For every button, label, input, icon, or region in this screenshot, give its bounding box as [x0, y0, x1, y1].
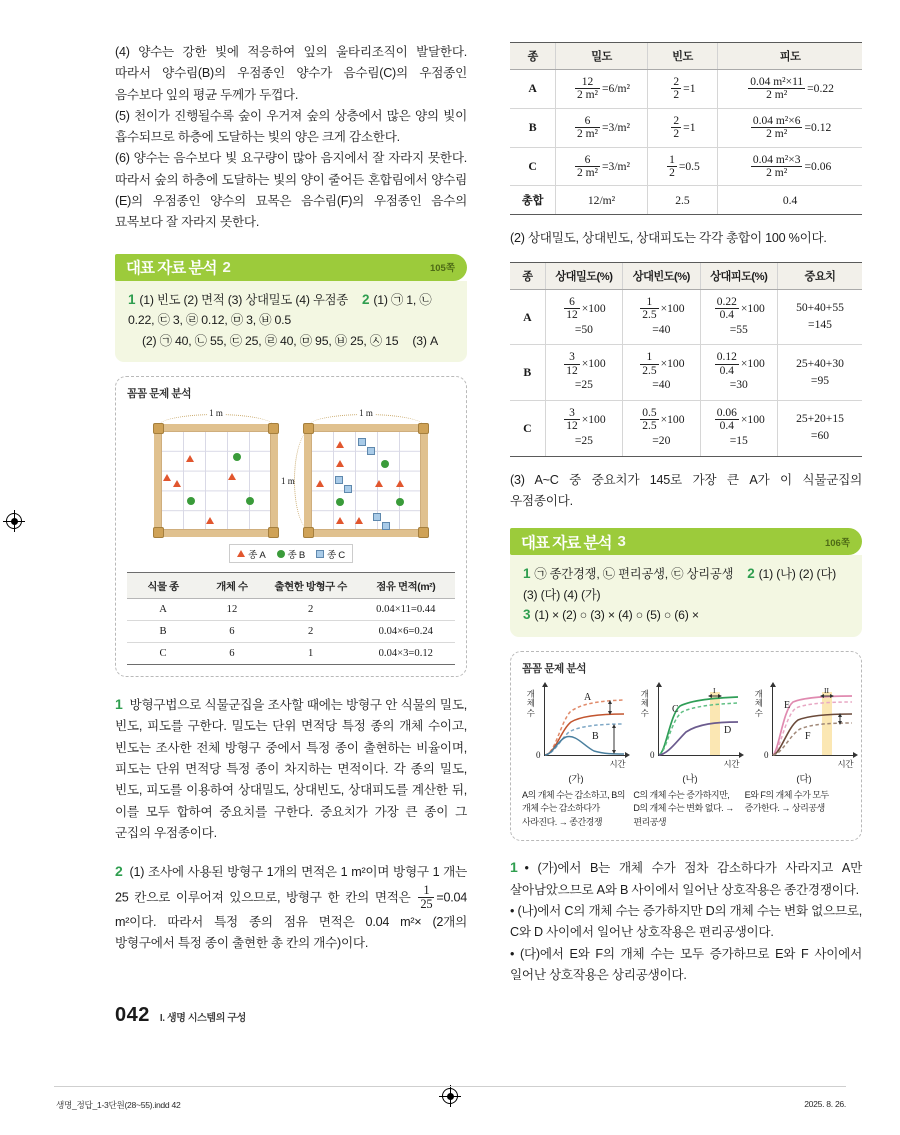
- table-header-row: [510, 43, 862, 70]
- cell-species: B: [510, 108, 556, 147]
- table-row: [127, 643, 455, 665]
- answer-text-3: (1) × (2) ○ (3) × (4) ○ (5) ○ (6) ×: [534, 608, 699, 623]
- cell-rel-frequency: [623, 289, 700, 345]
- frac-den: 2 m²: [751, 127, 803, 140]
- answer-text-1: (1) 빈도 (2) 면적 (3) 상대밀도 (4) 우점종: [139, 292, 349, 307]
- col-quadrats: 출현한 방형구 수: [265, 573, 357, 599]
- frac-den: 12: [566, 420, 578, 433]
- frac-den: 12: [566, 364, 578, 377]
- cell-quadrats: 1: [265, 643, 357, 665]
- folio: [115, 1004, 246, 1027]
- species-c-square-icon: [335, 476, 343, 484]
- col-coverage: 피도: [718, 43, 862, 70]
- eq-result: =1: [683, 82, 696, 96]
- eq-result: =30: [729, 378, 748, 392]
- explanation-2-part-c: (2개의 방형구에서 특정 종이 출현한 총 칸의 개수)이다.: [115, 914, 468, 950]
- eq-result: =1: [683, 120, 696, 134]
- table-row: [510, 345, 862, 401]
- cell-species: B: [127, 621, 199, 643]
- cell-species: B: [510, 345, 545, 401]
- explanation-bullet-2-line: • (나)에서 C의 개체 수는 증가하지만 D의 개체 수는 변화 없으므로, C와 D 사이에서 일어난 상호작용은 편리공생이다.: [510, 904, 862, 940]
- cell-rel-coverage: [700, 289, 777, 345]
- answer-text-1: ㉠ 종간경쟁, ㉡ 편리공생, ㉢ 상리공생: [534, 567, 734, 582]
- frac-den: 2 m²: [751, 166, 803, 179]
- cell-rel-frequency: [623, 400, 700, 456]
- legend-item-b: [277, 547, 305, 561]
- banner-page-ref: 106쪽: [824, 537, 850, 549]
- species-a-triangle-icon: [237, 550, 245, 557]
- cell-density: [556, 108, 648, 147]
- graph-da-curves: [750, 684, 858, 770]
- fraction-one-over-25: [418, 884, 434, 912]
- col-rel-frequency: 상대빈도(%): [623, 262, 700, 289]
- graph-note-ga: A의 개체 수는 감소하고, B의 개체 수는 감소하다가 사라진다. → 종간경쟁: [522, 789, 625, 827]
- detailed-analysis-box-right: [510, 651, 862, 842]
- frac-num: 6: [569, 295, 575, 308]
- species-b-circle-icon: [277, 550, 285, 558]
- footer-print-date: 2025. 8. 26.: [804, 1099, 846, 1109]
- answer-text-2: (1) (나) (2) (다) (3) (다) (4) (가): [523, 567, 837, 602]
- graph-na: [636, 684, 744, 785]
- graph-da-origin: 0: [764, 749, 769, 760]
- eq-result: =25: [574, 433, 593, 447]
- eq-result: =0.5: [678, 159, 700, 173]
- species-b-circle-icon: [233, 453, 241, 461]
- frac-num: 0.12: [716, 351, 737, 364]
- left-column: [115, 42, 467, 954]
- figure-legend: [229, 544, 353, 563]
- graph-na-ylabel: 개체 수: [640, 688, 649, 718]
- graph-ga-curves: [522, 684, 630, 770]
- section-banner-3: [510, 528, 862, 555]
- quadrat-1: [154, 409, 278, 537]
- graph-ga-curve-label-b: B: [592, 730, 599, 742]
- answer-line-3: [128, 331, 454, 352]
- eq-mult: ×100: [660, 357, 685, 371]
- paragraph-5: (5) 천이가 진행될수록 숲이 우거져 숲의 상층에서 많은 양의 빛이 흡수되므로 하층에 도달하는 빛의 양은 크게 감소한다.: [115, 108, 467, 145]
- density-frequency-coverage-table: [510, 42, 862, 215]
- paragraph-4: (4) 양수는 강한 빛에 적응하여 잎의 울타리조직이 발달한다. 따라서 양수림(B)의 우점종인 양수가 음수림(C)의 우점종인 음수보다 잎의 평균 두께가 두껍다.: [115, 45, 467, 102]
- frac-den: 2 m²: [576, 128, 598, 141]
- species-a-triangle-icon: [163, 474, 171, 481]
- frac-num: 2: [673, 114, 680, 127]
- cell-count: 6: [199, 643, 265, 665]
- species-a-triangle-icon: [186, 455, 194, 462]
- cell-species: C: [510, 147, 556, 186]
- graph-na-band-label: I: [713, 685, 716, 695]
- graph-ga: [522, 684, 630, 785]
- species-b-circle-icon: [187, 497, 195, 505]
- answer-text-4: (3) A: [412, 333, 439, 348]
- frac-num: 12: [581, 76, 594, 88]
- cell-coverage: [718, 70, 862, 109]
- graph-na-curve-label-d: D: [724, 724, 732, 736]
- answer-num-1: 1: [128, 291, 136, 307]
- importance-result: =60: [810, 429, 830, 443]
- cell-quadrats: 2: [265, 599, 357, 621]
- table-row: [510, 147, 862, 186]
- quadrat-2-top-dimension: [304, 409, 428, 424]
- species-b-circle-icon: [246, 497, 254, 505]
- detailed-analysis-box-left: [115, 376, 467, 677]
- banner-number: 3: [617, 533, 626, 551]
- quadrat-1-frame: [154, 424, 278, 537]
- note-dominant-species: (3) A~C 중 중요치가 145로 가장 큰 A가 이 식물군집의 우점종이다.: [510, 472, 862, 508]
- table-row: [510, 400, 862, 456]
- cell-count: 12: [199, 599, 265, 621]
- col-rel-coverage: 상대피도(%): [700, 262, 777, 289]
- table-row: [510, 108, 862, 147]
- cell-species: C: [127, 643, 199, 665]
- table-row: [127, 599, 455, 621]
- col-species: 종: [510, 43, 556, 70]
- eq-result: =0.12: [804, 120, 832, 134]
- species-a-triangle-icon: [206, 517, 214, 524]
- cell-importance: [778, 400, 863, 456]
- cell-density: [556, 147, 648, 186]
- cell-importance: [778, 289, 863, 345]
- graph-ga-plot: [522, 684, 630, 770]
- quadrat-2-width-label: 1 m: [359, 408, 373, 419]
- graph-notes: [522, 789, 850, 830]
- eq-mult: ×100: [740, 412, 765, 426]
- explanation-1-text: 방형구법으로 식물군집을 조사할 때에는 방형구 안 식물의 밀도, 빈도, 피도를 구한다. 밀도는 단위 면적당 특정 종의 개체 수이고, 빈도는 조사한 전체 방형구 중에서 특정 종이 출현하는 비율이며, 피도는 단위 면적당 특정 종이 차지하는 면적이다. 각 종의 밀도, 빈도, 피도를 이용하여 상대밀도, 상대빈도, 상대피도를 계산한 뒤, 이를 모두 합하여 중요치를 구한다. 중요치가 가장 큰 종이 그 군집의 우점종이다.: [115, 698, 467, 840]
- importance-sum: 25+40+30: [796, 356, 844, 370]
- frac-num: 1: [669, 153, 675, 166]
- species-a-triangle-icon: [336, 460, 344, 467]
- col-species: 식물 종: [127, 573, 199, 599]
- species-a-triangle-icon: [316, 480, 324, 487]
- eq-mult: ×100: [581, 412, 606, 426]
- footer-divider: [54, 1086, 846, 1087]
- quadrat-peg-icon: [153, 527, 164, 538]
- answer-box-2: [115, 281, 467, 363]
- explanation-2-part-a: (1) 조사에 사용된 방형구 1개의 면적은 1 m²이며 방형구 1 개는 25 칸으로 이루어져 있으므로, 방형구 한 칸의 면적은: [115, 865, 467, 905]
- table-total-row: [510, 186, 862, 215]
- frac-den: 2.5: [642, 364, 657, 377]
- chapter-title: I. 생명 시스템의 구성: [159, 1013, 246, 1024]
- page-number: 042: [115, 1004, 150, 1026]
- species-b-circle-icon: [381, 460, 389, 468]
- frac-den: 2.5: [642, 420, 657, 433]
- graph-na-xlabel: 시간: [723, 758, 739, 769]
- legend-label-b: 종 B: [287, 549, 305, 561]
- table-row: [510, 70, 862, 109]
- graph-da-band-label: II: [824, 685, 830, 695]
- fraction-denominator: 25: [420, 897, 433, 912]
- col-rel-density: 상대밀도(%): [545, 262, 622, 289]
- eq-mult: ×100: [740, 301, 765, 315]
- explanation-1: [115, 694, 467, 844]
- registration-mark-left: [3, 510, 25, 532]
- frac-den: 0.4: [715, 364, 739, 377]
- eq-result: =6/m²: [601, 82, 631, 96]
- table-row: [510, 289, 862, 345]
- species-a-triangle-icon: [228, 473, 236, 480]
- species-a-triangle-icon: [173, 480, 181, 487]
- cell-total-frequency: 2.5: [647, 186, 717, 215]
- frac-num: 1: [646, 295, 653, 308]
- quadrat-peg-icon: [268, 527, 279, 538]
- table-row: [127, 621, 455, 643]
- right-column: [510, 42, 862, 986]
- note-relative-values: (2) 상대밀도, 상대빈도, 상대피도는 각각 총합이 100 %이다.: [510, 231, 827, 246]
- graph-da-curve-label-f: F: [805, 730, 811, 742]
- relative-values-importance-table: [510, 262, 862, 457]
- cell-frequency: [647, 108, 717, 147]
- frac-den: 2: [669, 167, 675, 180]
- cell-species: C: [510, 400, 545, 456]
- cell-species: A: [510, 289, 545, 345]
- cell-total-density: 12/m²: [556, 186, 648, 215]
- graph-na-origin: 0: [650, 749, 655, 760]
- species-c-square-icon: [344, 485, 352, 493]
- cell-coverage: [718, 108, 862, 147]
- graph-da-ylabel: 개체 수: [754, 688, 763, 718]
- explanation-2-number: 2: [115, 863, 123, 880]
- cell-frequency: [647, 147, 717, 186]
- eq-result: =0.06: [804, 159, 832, 173]
- graph-da-xlabel: 시간: [837, 758, 853, 769]
- eq-mult: ×100: [581, 301, 606, 315]
- frac-den: 0.4: [715, 308, 739, 321]
- graph-ga-curve-label-a: A: [584, 691, 592, 703]
- table-header-row: [127, 573, 455, 599]
- population-graphs: [522, 684, 853, 785]
- eq-result: =3/m²: [601, 120, 631, 134]
- species-c-square-icon: [367, 447, 375, 455]
- graph-ga-xlabel: 시간: [609, 758, 625, 769]
- graph-da-plot: [750, 684, 858, 770]
- analysis-label: 꼼꼼 문제 분석: [127, 388, 192, 401]
- quadrat-peg-icon: [418, 423, 429, 434]
- analysis-label: 꼼꼼 문제 분석: [522, 662, 587, 675]
- cell-species: A: [127, 599, 199, 621]
- registration-mark-bottom: [439, 1085, 461, 1107]
- frac-num: 0.04 m²×6: [752, 114, 801, 127]
- frac-num: 2: [673, 76, 680, 88]
- species-a-triangle-icon: [396, 480, 404, 487]
- species-c-square-icon: [382, 522, 390, 530]
- cell-rel-coverage: [700, 345, 777, 401]
- frac-den: 2 m²: [576, 167, 598, 180]
- data-analysis-section-3: [510, 528, 862, 637]
- eq-mult: ×100: [660, 412, 685, 426]
- graph-na-plot: [636, 684, 744, 770]
- quadrat-1-top-dimension: [154, 409, 278, 424]
- footer-file-info: 생명_정답_1-3단원(28~55).indd 42: [56, 1100, 181, 1110]
- banner-number: 2: [222, 258, 231, 276]
- frac-den: 2.5: [642, 309, 657, 322]
- cell-area: 0.04×11=0.44: [357, 599, 455, 621]
- cell-importance: [778, 345, 863, 401]
- cell-total-label: 총합: [510, 186, 556, 215]
- eq-result: =20: [652, 433, 671, 447]
- species-b-circle-icon: [396, 498, 404, 506]
- frac-den: 2: [673, 128, 680, 141]
- cell-area: 0.04×3=0.12: [357, 643, 455, 665]
- col-count: 개체 수: [199, 573, 265, 599]
- graph-na-caption: (나): [682, 772, 698, 784]
- answer-num-2: 2: [362, 291, 370, 307]
- cell-rel-density: [545, 400, 622, 456]
- quadrat-1-width-label: 1 m: [209, 408, 223, 419]
- banner-title: 대표 자료 분석: [521, 534, 612, 552]
- frac-num: 6: [584, 153, 591, 166]
- species-c-square-icon: [358, 438, 366, 446]
- cell-area: 0.04×6=0.24: [357, 621, 455, 643]
- quadrat-peg-icon: [303, 527, 314, 538]
- col-species: 종: [510, 262, 545, 289]
- data-analysis-section-2: [115, 254, 467, 363]
- cell-total-coverage: 0.4: [718, 186, 862, 215]
- graph-ga-caption: (가): [568, 772, 584, 784]
- frac-num: 6: [584, 114, 591, 127]
- section-banner-2: [115, 254, 467, 281]
- graph-da-caption: (다): [796, 772, 812, 784]
- col-importance: 중요치: [778, 262, 863, 289]
- cell-rel-coverage: [700, 400, 777, 456]
- eq-result: =15: [729, 433, 748, 447]
- explanation-bullet-1: • (가)에서 B는 개체 수가 점차 감소하다가 사라지고 A만 살아남았으므로 A와 B 사이에서 일어난 상호작용은 종간경쟁이다.: [510, 861, 862, 897]
- legend-label-c: 종 C: [326, 549, 345, 561]
- legend-item-c: [316, 547, 345, 561]
- graph-ga-ylabel: 개체 수: [526, 688, 535, 718]
- graph-note-da: E와 F의 개체 수가 모두 증가한다. → 상리공생: [744, 789, 829, 814]
- quadrat-2-side-arc: [294, 431, 310, 530]
- quadrat-2: [281, 408, 428, 537]
- frac-num: 0.22: [716, 295, 737, 308]
- explanation-bullet-3-line: • (다)에서 E와 F의 개체 수는 모두 증가하므로 E와 F 사이에서 일어난 상호작용은 상리공생이다.: [510, 946, 862, 982]
- answer-num-2: 2: [747, 566, 755, 582]
- cell-frequency: [647, 70, 717, 109]
- answer-text-2: (1) ㉠ 1, ㉡ 0.22, ㉢ 3, ㉣ 0.12, ㉤ 3, ㉥ 0.5: [128, 292, 432, 328]
- eq-result: =50: [574, 322, 593, 336]
- graph-ga-origin: 0: [536, 749, 541, 760]
- frac-den: 0.4: [715, 419, 739, 432]
- banner-page-ref: 105쪽: [429, 263, 455, 275]
- quadrat-peg-icon: [418, 527, 429, 538]
- species-a-triangle-icon: [355, 517, 363, 524]
- eq-result: =25: [574, 378, 593, 392]
- cell-density: [556, 70, 648, 109]
- frac-den: 2 m²: [748, 88, 805, 101]
- quadrat-figure: [127, 409, 455, 537]
- frac-num: 3: [569, 351, 575, 364]
- answer-num-1: 1: [523, 566, 531, 582]
- answer-line-2: [523, 605, 849, 626]
- eq-mult: ×100: [660, 301, 685, 315]
- frac-num: 1: [646, 351, 653, 364]
- species-b-circle-icon: [336, 498, 344, 506]
- answer-box-3: [510, 555, 862, 637]
- eq-result: =40: [652, 378, 671, 392]
- col-frequency: 빈도: [647, 43, 717, 70]
- species-a-triangle-icon: [336, 517, 344, 524]
- frac-num: 0.04 m²×3: [752, 153, 801, 166]
- explanation-right-number: 1: [510, 859, 518, 876]
- quadrat-peg-icon: [303, 423, 314, 434]
- cell-rel-density: [545, 289, 622, 345]
- cell-count: 6: [199, 621, 265, 643]
- table-header-row: [510, 262, 862, 289]
- quadrat-peg-icon: [268, 423, 279, 434]
- explanation-2-part-b: =0.04 m²이다. 따라서 특정 종의 점유 면적은 0.04 m²×: [115, 890, 468, 929]
- eq-mult: ×100: [740, 357, 765, 371]
- eq-result: =40: [652, 322, 671, 336]
- species-c-square-icon: [316, 550, 324, 558]
- answer-num-3: 3: [523, 607, 531, 623]
- col-density: 밀도: [556, 43, 648, 70]
- frac-den: 2: [673, 89, 680, 102]
- importance-sum: 50+40+55: [796, 301, 844, 315]
- graph-da: [750, 684, 858, 785]
- species-a-triangle-icon: [336, 441, 344, 448]
- answer-line-1: [523, 564, 849, 605]
- frac-den: 2 m²: [576, 89, 598, 102]
- cell-coverage: [718, 147, 862, 186]
- graph-na-curve-label-c: C: [672, 703, 679, 715]
- cell-rel-density: [545, 345, 622, 401]
- graph-note-na: C의 개체 수는 증가하지만, D의 개체 수는 변화 없다. → 편리공생: [633, 789, 734, 827]
- eq-mult: ×100: [581, 357, 606, 371]
- graph-da-curve-label-e: E: [784, 699, 791, 711]
- quadrat-peg-icon: [153, 423, 164, 434]
- cell-rel-frequency: [623, 345, 700, 401]
- species-c-square-icon: [373, 513, 381, 521]
- frac-num: 0.5: [642, 406, 657, 419]
- importance-sum: 25+20+15: [796, 412, 844, 426]
- eq-result: =3/m²: [601, 159, 631, 173]
- eq-result: =55: [729, 322, 748, 336]
- figure-data-table: [127, 572, 455, 665]
- frac-num: 0.04 m²×11: [750, 76, 804, 88]
- legend-item-a: [237, 547, 265, 561]
- cell-quadrats: 2: [265, 621, 357, 643]
- fraction-numerator: 1: [423, 882, 430, 897]
- explanation-1-number: 1: [115, 696, 123, 713]
- paragraph-6: (6) 양수는 음수보다 빛 요구량이 많아 음지에서 잘 자라지 못한다. 따라서 숲의 하층에 도달하는 빛의 양이 줄어든 혼합림에서 양수림(E)의 우점종인 양수의 묘목은 음수림(F)의 우점종인 음수의 묘목보다 잘 자라지 못한다.: [115, 151, 467, 230]
- explanation-right: [510, 857, 862, 901]
- species-a-triangle-icon: [375, 480, 383, 487]
- frac-den: 12: [566, 309, 578, 322]
- answer-text-3: (2) ㉠ 40, ㉡ 55, ㉢ 25, ㉣ 40, ㉤ 95, ㉥ 25, ㉦ 15: [142, 333, 399, 348]
- explanation-2: [115, 861, 467, 954]
- frac-num: 3: [569, 406, 575, 419]
- frac-num: 0.06: [716, 406, 737, 419]
- legend-label-a: 종 A: [248, 549, 266, 561]
- importance-result: =95: [810, 373, 830, 387]
- answer-line-1: [128, 290, 454, 331]
- eq-result: =0.22: [807, 82, 834, 96]
- quadrat-2-frame: [281, 424, 428, 537]
- importance-result: =145: [808, 318, 832, 332]
- quadrat-2-height-label: 1 m: [281, 475, 295, 486]
- col-area: 점유 면적(m²): [357, 573, 455, 599]
- banner-title: 대표 자료 분석: [126, 260, 217, 278]
- cell-species: A: [510, 70, 556, 109]
